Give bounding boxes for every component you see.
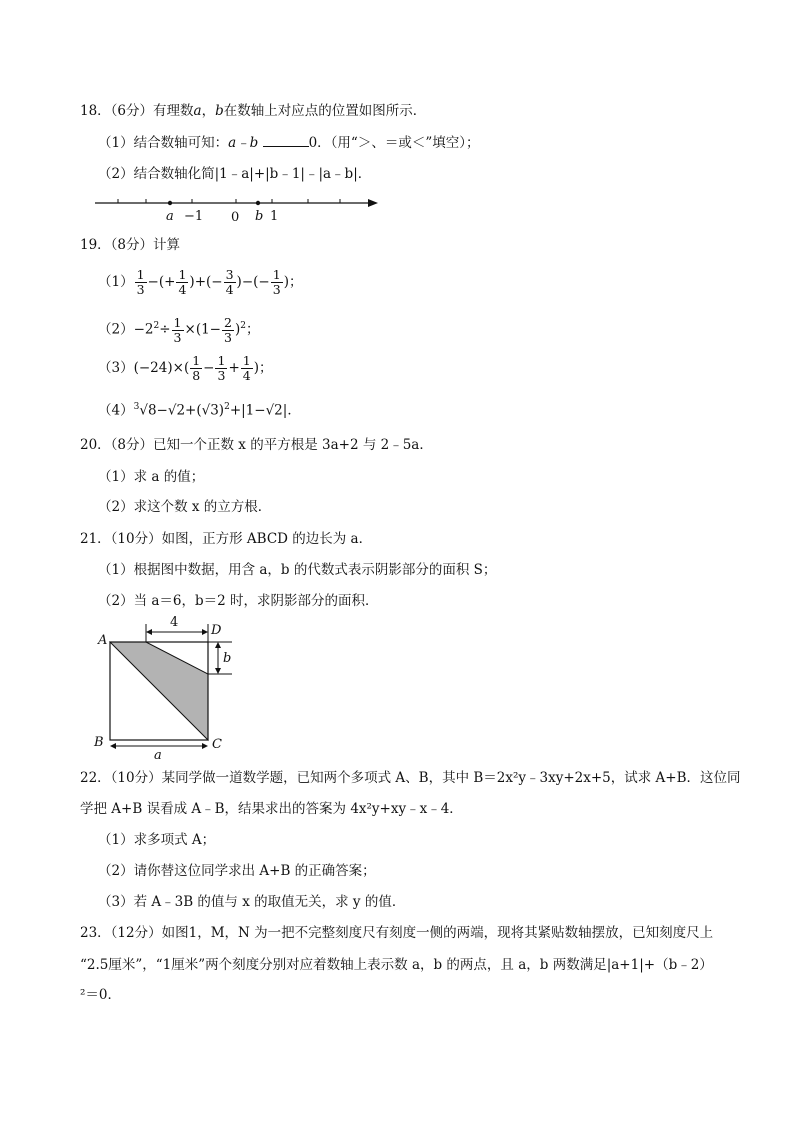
fraction: $\frac{1}{3}$ <box>217 353 226 383</box>
vertex-A: A <box>98 633 108 648</box>
q19-stem: 19．（8分）计算 <box>80 237 181 253</box>
arrow-head-icon <box>368 199 378 207</box>
label-a: a <box>166 209 174 224</box>
q22-stem-line2: 学把 A+B 误看成 A﹣B，结果求出的答案为 4x²y+xy﹣x﹣4． <box>80 801 463 817</box>
arrow-left-icon <box>146 629 152 635</box>
q19-part2: $(2)-2^2\div$ $\frac{1}{3}$ ×(1− $\frac{2}{3}$ )$^2$； <box>98 314 260 345</box>
label-zero: 0 <box>231 210 240 225</box>
arrow-left-icon <box>110 743 116 749</box>
point-a <box>168 201 172 205</box>
q21-part2: （2）当 a＝6，b＝2 时，求阴影部分的面积． <box>98 593 379 609</box>
q20-part1: （1）求 a 的值； <box>98 469 205 485</box>
q18-stem: 18．（6分）有理数a，b在数轴上对应点的位置如图所示． <box>80 103 427 119</box>
q18-part2: （2）结合数轴化简|1﹣a|+|b﹣1|﹣|a﹣b|． <box>98 166 372 182</box>
label-one: 1 <box>270 209 279 224</box>
q21-part1: （1）根据图中数据，用含 a，b 的代数式表示阴影部分的面积 S； <box>98 562 497 578</box>
vertex-B: B <box>94 735 104 750</box>
cube-root-icon: √ <box>139 402 148 419</box>
q18-part1: （1）结合数轴可知：a﹣b 0．（用“＞、＝或＜”填空）； <box>98 135 480 151</box>
fraction: $\frac{1}{3}$ <box>272 267 281 297</box>
q19-part4: $(4)^3√8-√2+(√3)^2+|1-√2|$． <box>98 402 301 419</box>
q22-part3: （3）若 A﹣3B 的值与 x 的取值无关，求 y 的值． <box>98 894 406 910</box>
vertex-D: D <box>211 623 222 638</box>
fraction: $\frac{1}{3}$ <box>173 314 182 345</box>
q23-stem-line3: ²＝0． <box>80 987 122 1003</box>
arrow-down-icon <box>215 668 221 674</box>
q22-part2: （2）请你替这位同学求出 A+B 的正确答案； <box>98 863 376 879</box>
shaded-region <box>110 642 208 740</box>
q20-part2: （2）求这个数 x 的立方根． <box>98 499 272 515</box>
label-4: 4 <box>170 615 179 630</box>
number-line <box>90 190 390 226</box>
fraction: $\frac{1}{4}$ <box>242 353 251 383</box>
fraction: $\frac{1}{3}$ <box>136 267 145 297</box>
q19-part3: （3）(−24)×( $\frac{1}{8}$ − $\frac{1}{3}$ + $\frac{1}{4}$ )； <box>98 353 273 383</box>
q20-stem: 20．（8分）已知一个正数 x 的平方根是 3a+2 与 2﹣5a． <box>80 437 433 453</box>
label-a: a <box>154 748 162 763</box>
q23-stem-line1: 23．（12分）如图1，M，N 为一把不完整刻度尺有刻度一侧的两端，现将其紧贴数轴摆放，已知刻度尺上 <box>80 925 714 941</box>
label-b: b <box>255 209 264 224</box>
label-neg1: −1 <box>184 209 204 224</box>
fraction: $\frac{1}{4}$ <box>178 267 187 297</box>
square-figure <box>90 612 250 763</box>
fraction: $\frac{3}{4}$ <box>225 267 234 297</box>
q23-stem-line2: “2.5厘米”，“1厘米”两个刻度分别对应着数轴上表示数 a，b 的两点，且 a，b 两数满足|a+1|+（b﹣2） <box>80 957 713 973</box>
arrow-up-icon <box>215 642 221 648</box>
point-b <box>256 201 260 205</box>
label-b: b <box>223 651 232 666</box>
answer-blank[interactable] <box>263 134 309 147</box>
q22-stem-line1: 22．（10分）某同学做一道数学题，已知两个多项式 A、B，其中 B＝2x²y﹣3xy+2x+5，试求 A+B．这位同 <box>80 770 741 786</box>
fraction: $\frac{2}{3}$ <box>223 314 232 345</box>
arrow-right-icon <box>202 629 208 635</box>
vertex-C: C <box>212 737 222 752</box>
fraction: $\frac{1}{8}$ <box>192 353 201 383</box>
q22-part1: （1）求多项式 A； <box>98 832 216 848</box>
q21-stem: 21．（10分）如图，正方形 ABCD 的边长为 a． <box>80 531 373 547</box>
arrow-right-icon <box>202 743 208 749</box>
q19-part1: （1） $\frac{1}{3}$ −(+ $\frac{1}{4}$ )+(− $\frac{3}{4}$ )−(− $\frac{1}{3}$ )； <box>98 267 303 297</box>
